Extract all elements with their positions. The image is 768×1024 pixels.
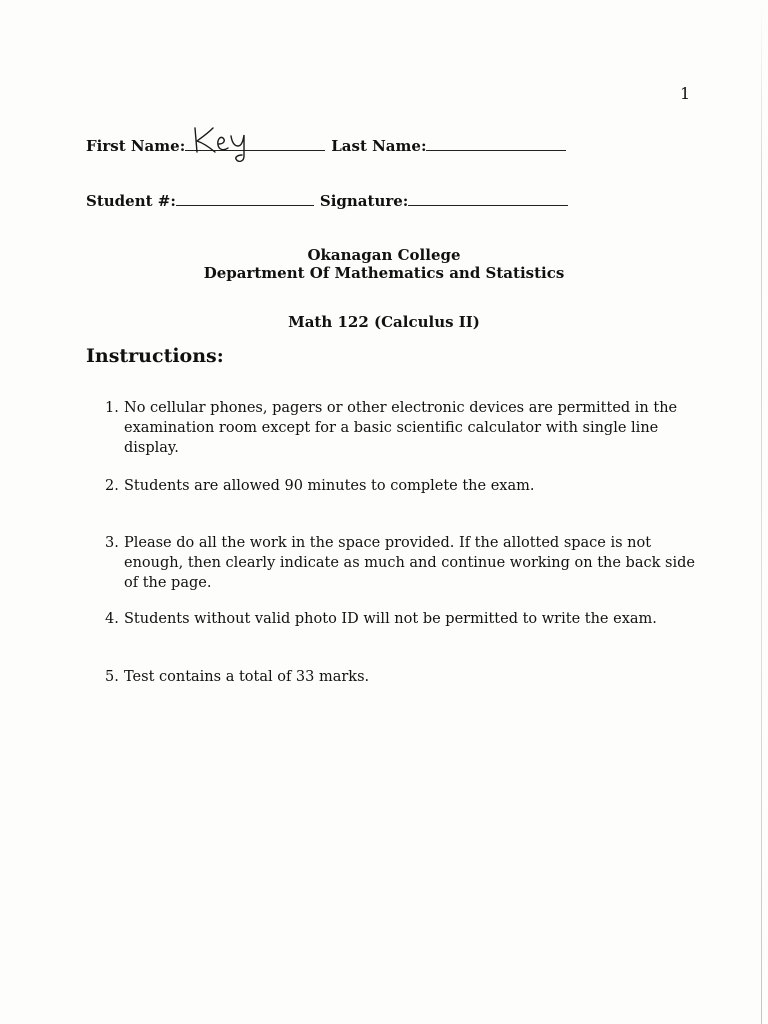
instruction-item: [105, 398, 705, 458]
course-title: [0, 313, 768, 331]
instruction-number: 1.: [105, 400, 119, 416]
first-name-label: First Name:: [86, 137, 186, 155]
signature-field[interactable]: [320, 191, 568, 210]
first-name-blank[interactable]: [185, 136, 325, 151]
page-edge-shadow: [761, 0, 762, 1024]
instruction-text: Test contains a total of 33 marks.: [124, 669, 370, 685]
instruction-item: [105, 476, 705, 496]
instruction-text: Students without valid photo ID will not be permitted to write the exam.: [124, 611, 657, 627]
student-number-field[interactable]: [86, 191, 314, 210]
signature-blank[interactable]: [408, 191, 568, 206]
institution-header: [0, 246, 768, 282]
student-number-label: Student #:: [86, 192, 176, 210]
last-name-label: Last Name:: [331, 137, 427, 155]
instruction-item: [105, 609, 705, 629]
instruction-text: Please do all the work in the space provided. If the allotted space is not enough, then clearly indicate as much and continue working on the back side of the page.: [124, 535, 695, 591]
first-name-field[interactable]: [86, 136, 325, 155]
instruction-text: No cellular phones, pagers or other electronic devices are permitted in the examination room except for a basic scientific calculator with single line display.: [124, 400, 678, 456]
instruction-number: 3.: [105, 535, 119, 551]
instruction-number: 2.: [105, 478, 119, 494]
institution-name: Okanagan College: [307, 246, 461, 264]
first-name-handwritten-value: [191, 122, 261, 162]
student-number-blank[interactable]: [176, 191, 314, 206]
instruction-text: Students are allowed 90 minutes to complete the exam.: [124, 478, 535, 494]
instruction-item: [105, 667, 705, 687]
instruction-number: 4.: [105, 611, 119, 627]
name-fields-row: [86, 136, 566, 155]
instruction-item: [105, 533, 705, 593]
signature-label: Signature:: [319, 192, 409, 210]
instructions-heading: Instructions:: [86, 345, 224, 367]
page-number: 1: [680, 84, 691, 103]
last-name-field[interactable]: [331, 136, 566, 155]
id-fields-row: [86, 191, 568, 210]
course-name: Math 122 (Calculus II): [288, 313, 480, 331]
last-name-blank[interactable]: [426, 136, 566, 151]
department-name: Department Of Mathematics and Statistics: [203, 264, 565, 282]
instruction-number: 5.: [105, 669, 119, 685]
